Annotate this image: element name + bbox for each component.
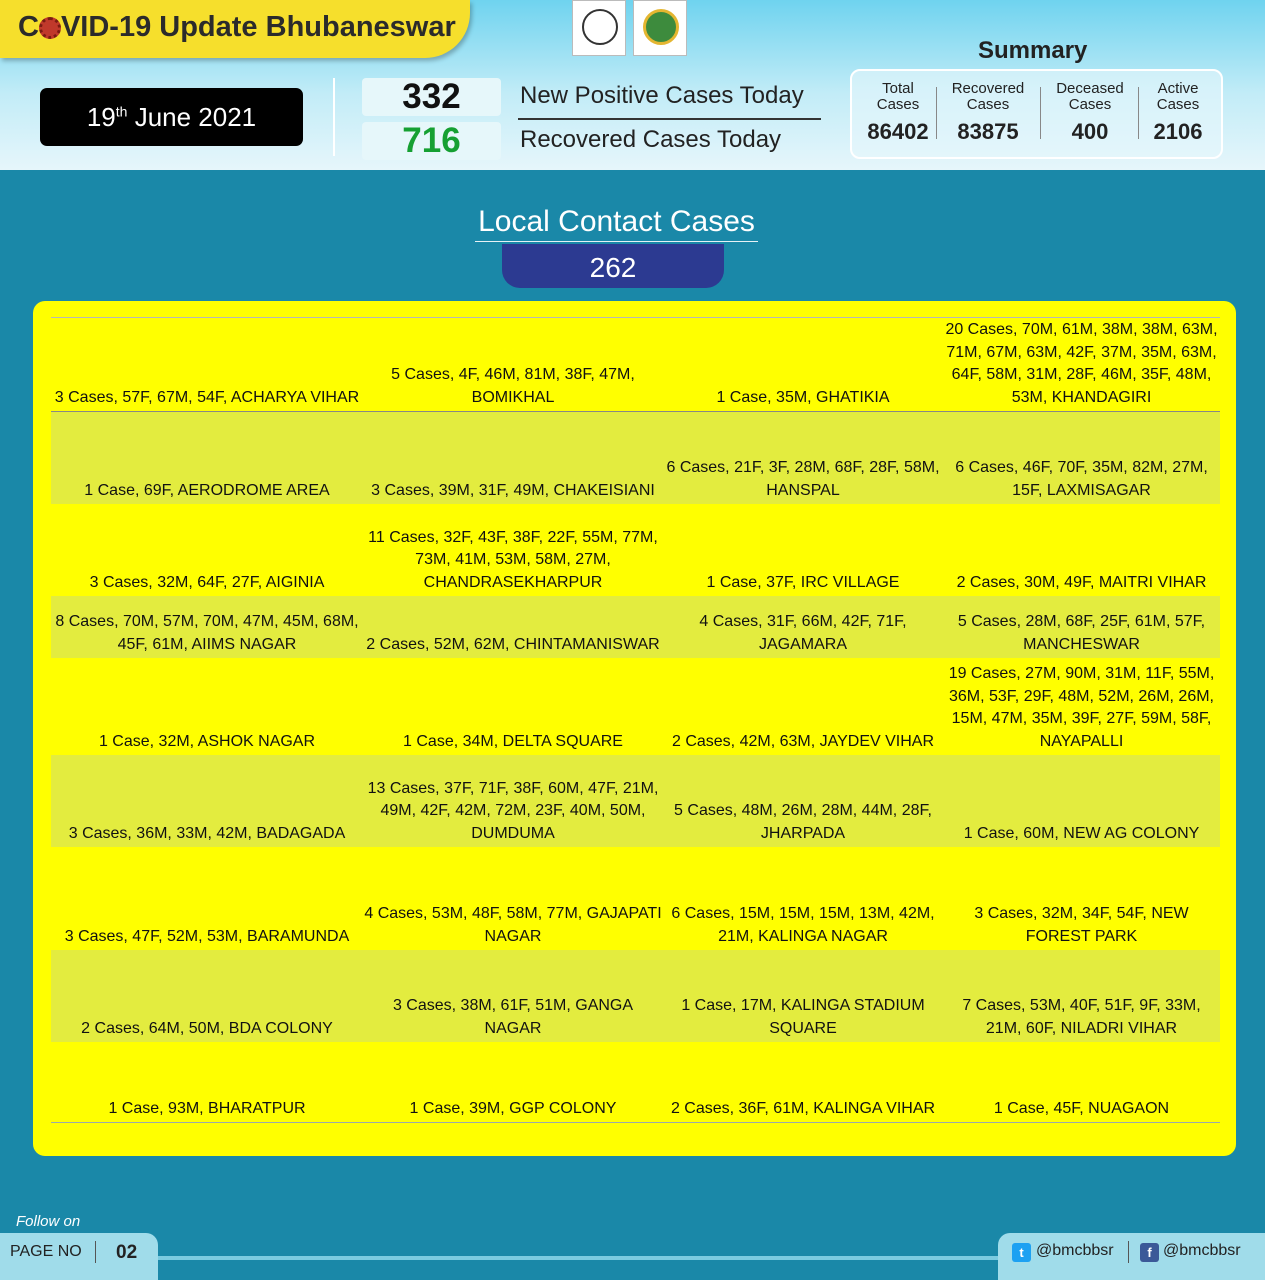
table-row [51,317,1220,412]
table-cell: 2 Cases, 30M, 49F, MAITRI VIHAR [956,573,1207,591]
table-cell: 2 Cases, 42M, 63M, JAYDEV VIHAR [671,732,934,750]
table-row [51,755,1220,847]
twitter-icon[interactable]: t [1012,1243,1031,1262]
page-title: C VID-19 Update Bhubaneswar [18,11,456,43]
table-cell: 13 Cases, 37F, 71F, 38F, 60M, 47F, 21M, 49M, 42F, 42M, 72M, 23F, 40M, 50M, DUMDUMA [367,779,659,842]
table-cell: 1 Case, 17M, KALINGA STADIUM SQUARE [681,997,925,1037]
divider [1138,87,1139,139]
table-cell: 4 Cases, 53M, 48F, 58M, 77M, GAJAPATI NAGAR [364,905,662,945]
divider [1128,1241,1129,1263]
table-cell: 1 Case, 35M, GHATIKIA [716,388,890,406]
summary-total: Total Cases 86402 [867,80,929,144]
twitter-handle-link[interactable]: @bmcbbsr [1036,1242,1114,1259]
table-row [51,1042,1220,1123]
table-row [51,504,1220,596]
table-row [51,596,1220,658]
divider [518,118,821,120]
odisha-govt-logo [572,0,626,56]
table-cell: 8 Cases, 70M, 57M, 70M, 47M, 45M, 68M, 45F, 61M, AIIMS NAGAR [55,613,359,653]
divider [333,78,335,156]
table-cell: 1 Case, 60M, NEW AG COLONY [963,824,1200,842]
bmc-logo [633,0,687,56]
summary-title: Summary [978,37,1088,64]
header-banner [0,0,1265,170]
divider [158,1256,998,1260]
table-cell: 3 Cases, 38M, 61F, 51M, GANGA NAGAR [392,997,634,1037]
table-cell: 20 Cases, 70M, 61M, 38M, 38M, 63M, 71M, 67M, 63M, 42F, 37M, 35M, 63M, 64F, 58M, 31M, 28F, 46M, 35F, 48M, 53M, KHANDAGIRI [945,321,1218,406]
table-cell: 6 Cases, 21F, 3F, 28M, 68F, 28F, 58M, HANSPAL [666,459,940,499]
table-row [51,847,1220,950]
new-positive-label: New Positive Cases Today [520,82,804,109]
table-row [51,412,1220,504]
recovered-label: Recovered Cases Today [520,126,782,153]
table-cell: 3 Cases, 39M, 31F, 49M, CHAKEISIANI [371,481,655,499]
table-cell: 3 Cases, 32M, 64F, 27F, AIGINIA [89,573,325,591]
table-cell: 5 Cases, 48M, 26M, 28M, 44M, 28F, JHARPADA [674,802,932,842]
table-cell: 5 Cases, 28M, 68F, 25F, 61M, 57F, MANCHESWAR [957,613,1206,653]
table-cell: 1 Case, 93M, BHARATPUR [108,1099,306,1117]
table-cell: 4 Cases, 31F, 66M, 42F, 71F, JAGAMARA [699,613,907,653]
divider [1040,87,1041,139]
title-tab [0,0,470,58]
table-cell: 1 Case, 69F, AERODROME AREA [84,481,330,499]
table-cell: 3 Cases, 57F, 67M, 54F, ACHARYA VIHAR [54,388,360,406]
table-cell: 6 Cases, 46F, 70F, 35M, 82M, 27M, 15F, LAXMISAGAR [955,459,1208,499]
table-cell: 6 Cases, 15M, 15M, 15M, 13M, 42M, 21M, KALINGA NAGAR [671,905,935,945]
virus-icon [39,17,61,39]
local-contact-title: Local Contact Cases [478,205,755,238]
table-cell: 19 Cases, 27M, 90M, 31M, 11F, 55M, 36M, 53F, 29F, 48M, 52M, 26M, 26M, 15M, 47M, 35M, 39F, 27F, 59M, 58F, NAYAPALLI [948,665,1215,750]
summary-box [850,69,1223,159]
table-cell: 2 Cases, 64M, 50M, BDA COLONY [81,1019,333,1037]
table-cell: 3 Cases, 36M, 33M, 42M, BADAGADA [68,824,346,842]
cases-table [33,301,1236,1156]
date-badge: 19th June 2021 [40,88,303,146]
table-cell: 3 Cases, 32M, 34F, 54F, NEW FOREST PARK [974,905,1189,945]
page-number: 02 [116,1242,138,1263]
local-contact-count: 262 [502,244,724,288]
table-cell: 7 Cases, 53M, 40F, 51F, 9F, 33M, 21M, 60F, NILADRI VIHAR [962,997,1201,1037]
table-cell: 1 Case, 32M, ASHOK NAGAR [98,732,316,750]
table-cell: 5 Cases, 4F, 46M, 81M, 38F, 47M, BOMIKHAL [391,366,635,406]
summary-recovered: Recovered Cases 83875 [951,80,1025,144]
table-cell: 1 Case, 45F, NUAGAON [993,1099,1170,1117]
summary-active: Active Cases 2106 [1153,80,1203,144]
divider [475,241,758,242]
divider [936,87,937,139]
table-cell: 11 Cases, 32F, 43F, 38F, 22F, 55M, 77M, 73M, 41M, 53M, 58M, 27M, CHANDRASEKHARPUR [368,528,658,591]
facebook-handle-link[interactable]: @bmcbbsr [1163,1242,1241,1259]
table-row [51,950,1220,1042]
recovered-count: 716 [362,122,501,160]
table-cell: 1 Case, 37F, IRC VILLAGE [706,573,900,591]
page-label: PAGE NO [10,1243,82,1260]
divider [95,1241,96,1263]
facebook-icon[interactable]: f [1140,1243,1159,1262]
table-row [51,658,1220,755]
follow-label: Follow on [16,1213,81,1230]
table-cell: 2 Cases, 36F, 61M, KALINGA VIHAR [670,1099,936,1117]
summary-deceased: Deceased Cases 400 [1056,80,1124,144]
table-cell: 1 Case, 39M, GGP COLONY [409,1099,617,1117]
table-cell: 3 Cases, 47F, 52M, 53M, BARAMUNDA [64,927,350,945]
table-cell: 2 Cases, 52M, 62M, CHINTAMANISWAR [366,635,660,653]
new-positive-count: 332 [362,78,501,116]
table-cell: 1 Case, 34M, DELTA SQUARE [403,732,623,750]
